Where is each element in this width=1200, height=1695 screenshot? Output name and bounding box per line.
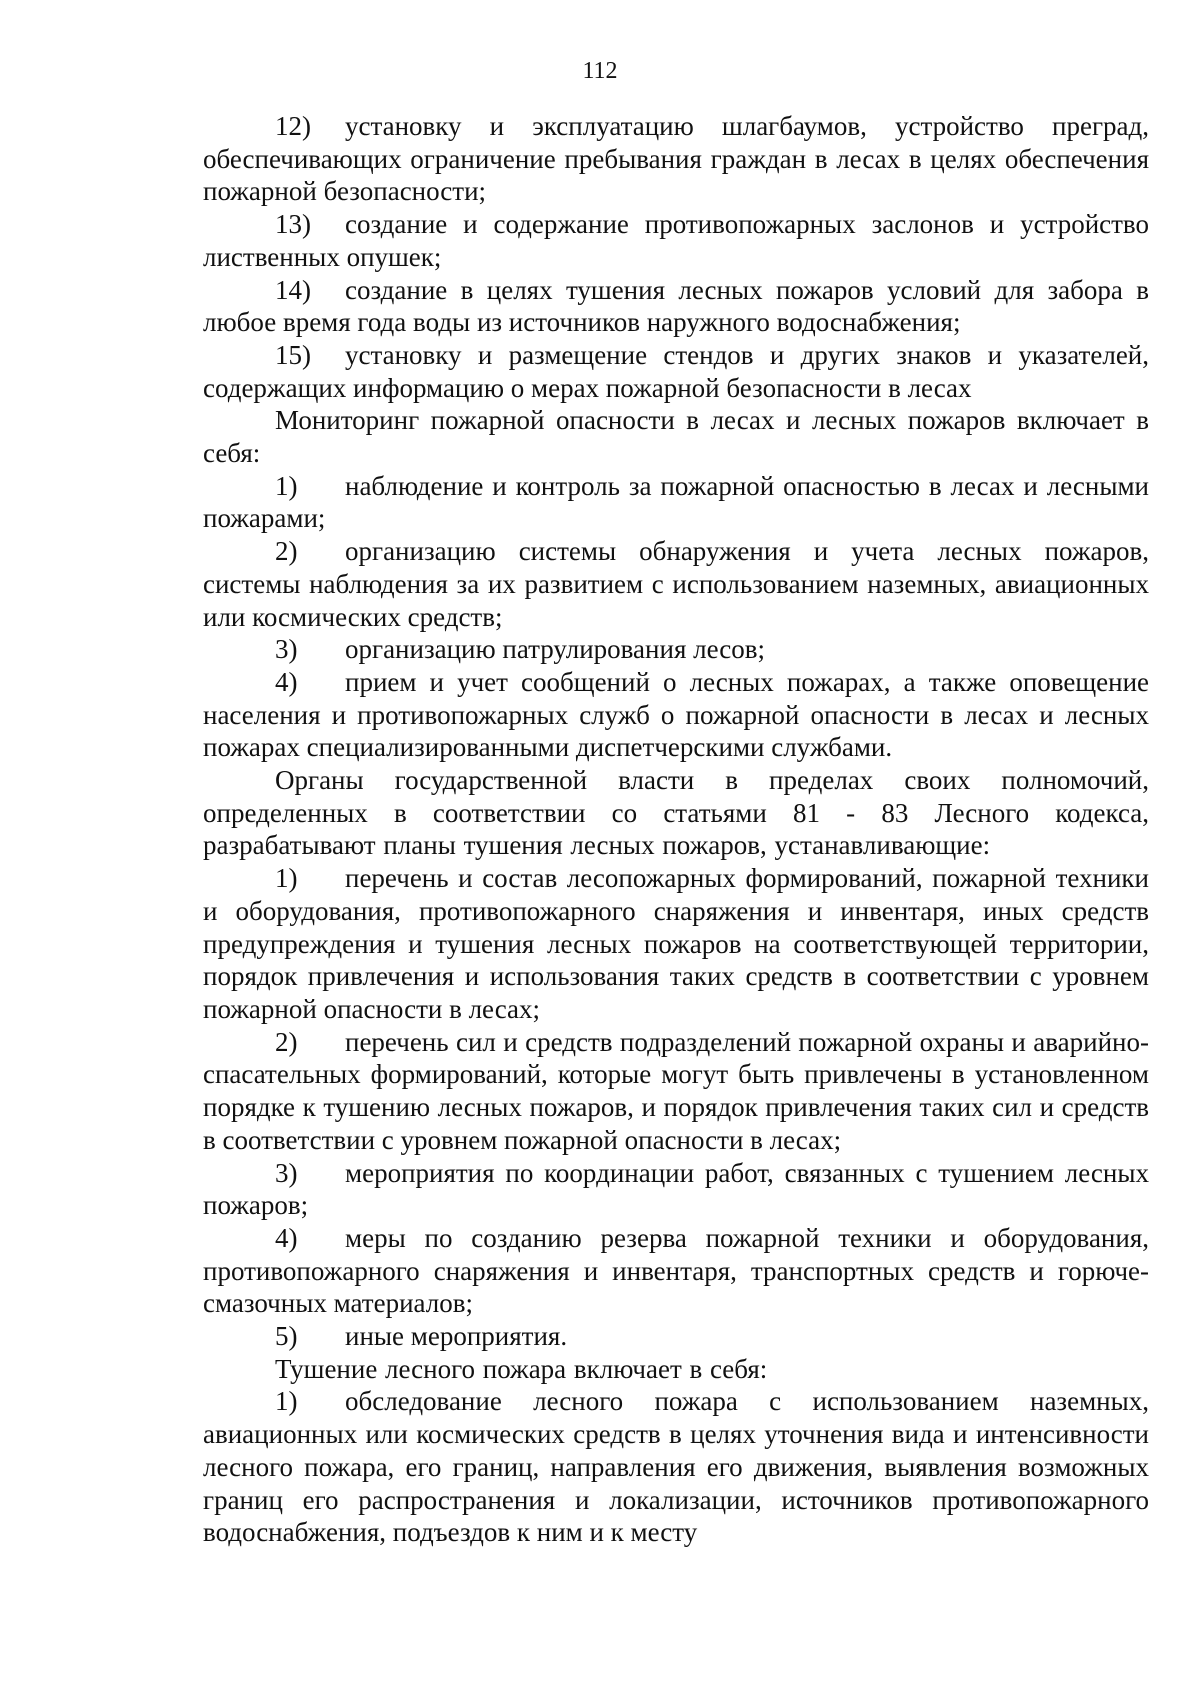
item-number: 13) [275,209,311,240]
item-number: 1) [275,1386,298,1417]
item-text: перечень сил и средств подразделений пожарной охраны и аварийно-спасательных формирований, которые могут быть привлечены в установленном порядке к тушению лесных пожаров, и порядок привлечения таких сил и средств в соответствии с уровнем пожарной опасности в лесах; [203,1026,1149,1155]
item-number: 12) [275,111,311,141]
list-item [203,470,1149,535]
item-text: мероприятия по координации работ, связанных с тушением лесных пожаров; [203,1157,1149,1221]
item-text: создание и содержание противопожарных заслонов и устройство лиственных опушек; [203,209,1149,272]
list-item [203,1222,1149,1320]
list-item [203,1320,1149,1353]
paragraph: Мониторинг пожарной опасности в лесах и лесных пожаров включает в себя: [203,405,1149,469]
item-number: 2) [275,536,298,567]
list-item [203,1385,1149,1549]
list-item [203,208,1149,273]
document-body [203,110,1149,1549]
paragraph: Тушение лесного пожара включает в себя: [275,1353,768,1384]
item-number: 1) [275,863,298,894]
item-number: 3) [275,1157,298,1188]
item-text: организацию патрулирования лесов; [345,634,765,665]
item-number: 3) [275,634,298,665]
list-item [203,666,1149,764]
item-text: установку и эксплуатацию шлагбаумов, устройство преград, обеспечивающих ограничение пребывания граждан в лесах в целях обеспечения пожарной безопасности; [203,111,1149,207]
item-number: 4) [275,1222,298,1253]
list-item [203,110,1149,208]
list-item [203,633,1149,666]
item-text: обследование лесного пожара с использованием наземных, авиационных или космических средств в целях уточнения вида и интенсивности лесного пожара, его границ, направления его движения, выявления возможных границ его распространения и локализации, источников противопожарного водоснабжения, подъездов к ним и к месту [203,1386,1149,1548]
list-item [203,1157,1149,1222]
list-item [203,535,1149,633]
list-item [203,339,1149,404]
list-item [203,862,1149,1026]
item-text: установку и размещение стендов и других знаков и указателей, содержащих информацию о мерах пожарной безопасности в лесах [203,339,1149,403]
item-text: иные мероприятия. [345,1321,568,1352]
item-number: 1) [275,470,298,501]
paragraph: Органы государственной власти в пределах своих полномочий, определенных в соответствии со статьями 81 - 83 Лесного кодекса, разрабатывают планы тушения лесных пожаров, устанавливающие: [203,765,1149,861]
item-text: перечень и состав лесопожарных формирований, пожарной техники и оборудования, противопожарного снаряжения и инвентаря, иных средств предупреждения и тушения лесных пожаров на соответствующей территории, порядок привлечения и использования таких средств в соответствии с уровнем пожарной опасности в лесах; [203,863,1149,1024]
item-number: 4) [275,666,298,697]
item-number: 14) [275,274,311,305]
list-item [203,1026,1149,1157]
item-number: 5) [275,1321,298,1352]
item-number: 15) [275,339,311,370]
item-text: наблюдение и контроль за пожарной опасностью в лесах и лесными пожарами; [203,470,1149,534]
item-text: создание в целях тушения лесных пожаров условий для забора в любое время года воды из источников наружного водоснабжения; [203,274,1149,338]
item-text: организацию системы обнаружения и учета лесных пожаров, системы наблюдения за их развитием с использованием наземных, авиационных или космических средств; [203,536,1149,632]
item-text: меры по созданию резерва пожарной техники и оборудования, противопожарного снаряжения и инвентаря, транспортных средств и горюче-смазочных материалов; [203,1222,1149,1319]
item-text: прием и учет сообщений о лесных пожарах, а также оповещение населения и противопожарных служб о пожарной опасности в лесах и лесных пожарах специализированными диспетчерскими службами. [203,666,1149,763]
page-number: 112 [582,58,618,84]
list-item [203,274,1149,339]
item-number: 2) [275,1026,298,1057]
